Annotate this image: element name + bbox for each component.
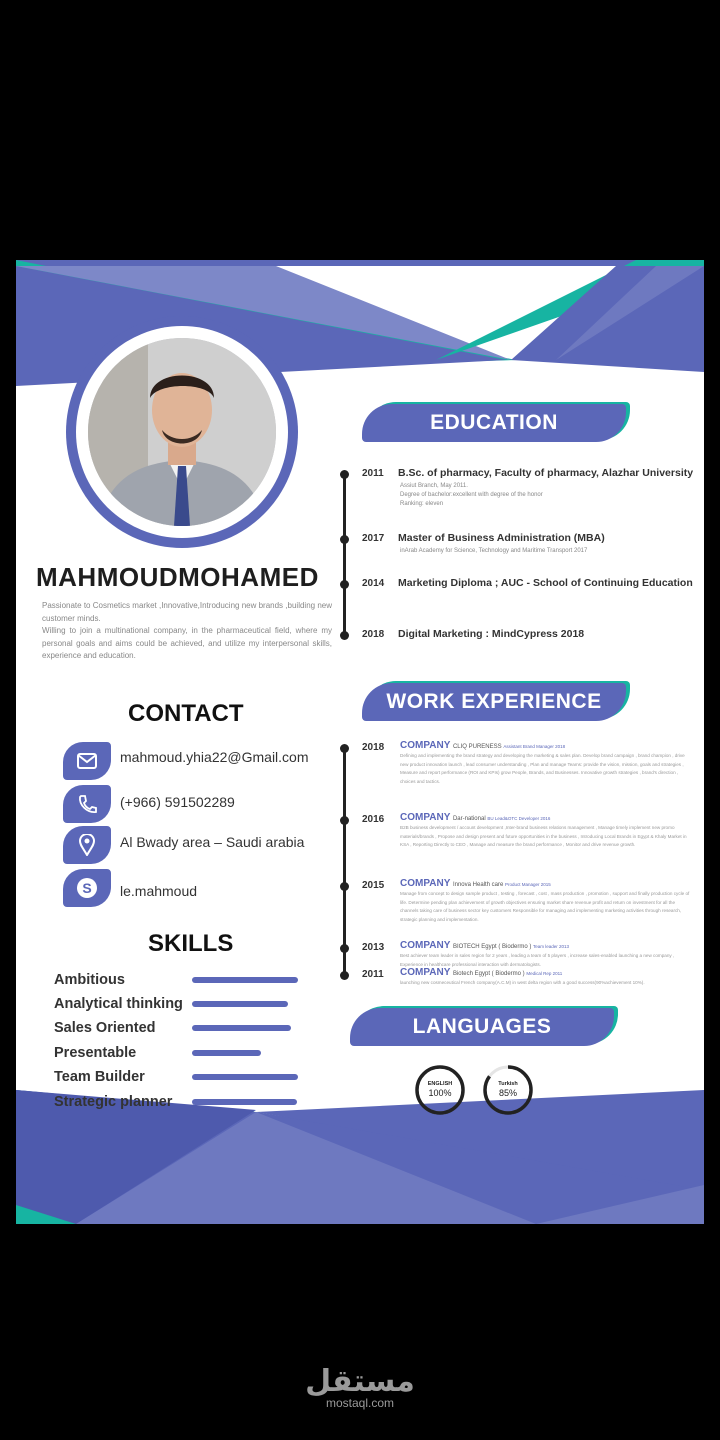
skype-icon <box>63 869 111 907</box>
contact-heading: CONTACT <box>128 700 244 727</box>
skill-label: Analytical thinking <box>54 996 183 1012</box>
skill-label: Sales Oriented <box>54 1020 156 1036</box>
work-description: launching new cosmeceutical French company(A.C.M) in west delta region with a good success(90%achievement 10%). <box>400 980 645 985</box>
summary-paragraph-2: Willing to join a multinational company, in the pharmaceutical field, where my personal goals and aims could be achieved, and utilize my interpersonal skills, experience and education. <box>42 626 332 660</box>
timeline-dot <box>340 470 349 479</box>
timeline-dot <box>340 882 349 891</box>
work-year: 2016 <box>362 814 385 825</box>
company-name: BIOTECH Egypt ( Biodermo ) <box>452 944 533 950</box>
work-year: 2015 <box>362 880 385 891</box>
work-description: Defining and implementing the brand strategy and developing the marketing & sales plan. Develop brand campaign , brand champion , drive new product innovation launch , lead consumer understanding , Plan and manage Teams: provide the vision, mission, goals and strategies , Measure and report performance (ROI and KPIs) grow People, Brands, and Businesses. Innovative growth strategies , brand's direction , choices and tactics. <box>400 753 685 784</box>
languages-heading: LANGUAGES <box>350 1008 614 1046</box>
full-name: MAHMOUDMOHAMED <box>36 562 319 592</box>
skill-bar <box>192 1025 291 1031</box>
skill-bar <box>192 1074 298 1080</box>
company-role: Team leader 2013 <box>533 944 570 949</box>
language-name: Turkish <box>498 1081 518 1087</box>
education-detail: inArab Academy for Science, Technology and Maritime Transport 2017 <box>400 548 588 554</box>
education-year: 2014 <box>362 578 385 589</box>
timeline-dot <box>340 971 349 980</box>
timeline-dot <box>340 744 349 753</box>
education-title: Marketing Diploma ; AUC - School of Continuing Education <box>398 577 693 589</box>
company-label: COMPANY <box>400 812 453 823</box>
timeline-dot <box>340 535 349 544</box>
work-heading: WORK EXPERIENCE <box>362 683 626 721</box>
timeline-dot <box>340 816 349 825</box>
skill-label: Ambitious <box>54 972 125 988</box>
language-name: ENGLISH <box>427 1081 453 1087</box>
skill-bar <box>192 977 298 983</box>
work-company <box>400 967 562 978</box>
work-description: Manage from concept to design sample product , testing , forecast , cost , mass production , promotion , support and finally production cycle of life. Determine pending plan achievement of growth objectives ensuring market share revenue profit and return on investment for all the channels taking care of business sector key customers Responsible for managing and implementing marketing activities through research, strategic planning and implementation. <box>400 891 690 922</box>
contact-address: Al Bwady area – Saudi arabia <box>120 834 305 850</box>
education-year: 2011 <box>362 468 384 479</box>
company-name: CLIQ PURENESS <box>452 744 504 750</box>
contact-email[interactable]: mahmoud.yhia22@Gmail.com <box>120 749 309 765</box>
mail-icon <box>63 742 111 780</box>
company-name: Biotech Egypt ( Biodermo ) <box>452 971 527 977</box>
education-heading: EDUCATION <box>362 404 626 442</box>
company-label: COMPANY <box>400 878 453 889</box>
skill-bar <box>192 1050 261 1056</box>
skills-heading: SKILLS <box>148 930 234 957</box>
education-title: Master of Business Administration (MBA) <box>398 532 605 544</box>
resume-page <box>16 260 704 1224</box>
language-percent: 85% <box>498 1088 517 1098</box>
timeline-dot <box>340 631 349 640</box>
work-timeline <box>343 746 346 974</box>
contact-skype[interactable]: le.mahmoud <box>120 883 198 899</box>
skill-label: Strategic planner <box>54 1094 173 1110</box>
profile-summary <box>42 600 332 663</box>
skill-bar <box>192 1099 297 1105</box>
skill-bar <box>192 1001 288 1007</box>
education-year: 2018 <box>362 629 385 640</box>
education-detail: Degree of bachelor:excellent with degree of the honor <box>400 492 543 498</box>
location-icon <box>63 826 111 864</box>
education-detail: Ranking: eleven <box>400 501 444 507</box>
company-label: COMPANY <box>400 740 453 751</box>
work-company <box>400 878 551 889</box>
phone-icon <box>63 785 111 823</box>
language-percent: 100% <box>428 1088 452 1098</box>
work-company <box>400 940 569 951</box>
contact-phone[interactable]: (+966) 591502289 <box>120 794 235 810</box>
company-name: Innova Health care <box>452 882 505 888</box>
company-role: Product Manager 2015 <box>505 882 551 887</box>
education-title: Digital Marketing : MindCypress 2018 <box>398 628 585 640</box>
profile-photo <box>88 338 276 526</box>
work-company <box>400 740 565 751</box>
education-detail: Assiut Branch, May 2011. <box>400 483 468 489</box>
company-role: Assistant Brand Manager 2018 <box>503 744 566 749</box>
company-label: COMPANY <box>400 967 453 978</box>
timeline-dot <box>340 944 349 953</box>
summary-paragraph-1: Passionate to Cosmetics market ,Innovative,Introducing new brands ,building new customer minds. <box>42 601 332 623</box>
company-name: Dar-national <box>452 816 488 822</box>
timeline-dot <box>340 580 349 589</box>
work-company <box>400 812 550 823</box>
work-year: 2011 <box>362 969 384 980</box>
watermark-domain: mostaql.com <box>325 1396 395 1410</box>
education-timeline <box>343 472 346 632</box>
company-label: COMPANY <box>400 940 453 951</box>
work-description: Best achiever team leader in sales region for 2 years , leading a team of 5 players , increase sales-enabled launching a new company , Experience in healthcare professional interaction with dermatologists. <box>400 953 675 967</box>
work-year: 2018 <box>362 742 385 753</box>
skill-label: Team Builder <box>54 1069 145 1085</box>
skill-label: Presentable <box>54 1045 137 1061</box>
work-description: B2B business development / account development ,Inter-brand business relations management , Manage timely implement new promo materials/brands , Propose and design present and future opportunities in the business , Introducing Local Brands in Egypt & Khaly Market in KSA , Reporting Directly to CEO , Manage and measure the brand performance , Monitor and drive revenue growth. <box>400 825 687 847</box>
company-role: Medical Rep 2011 <box>526 971 563 976</box>
watermark-arabic: مستقل <box>305 1365 415 1398</box>
svg-text:S: S <box>82 880 92 896</box>
company-role: BU Lead&OTC Developer 2016 <box>487 816 551 821</box>
education-title: B.Sc. of pharmacy, Faculty of pharmacy, Alazhar University <box>398 467 694 479</box>
education-year: 2017 <box>362 533 385 544</box>
work-year: 2013 <box>362 942 385 953</box>
